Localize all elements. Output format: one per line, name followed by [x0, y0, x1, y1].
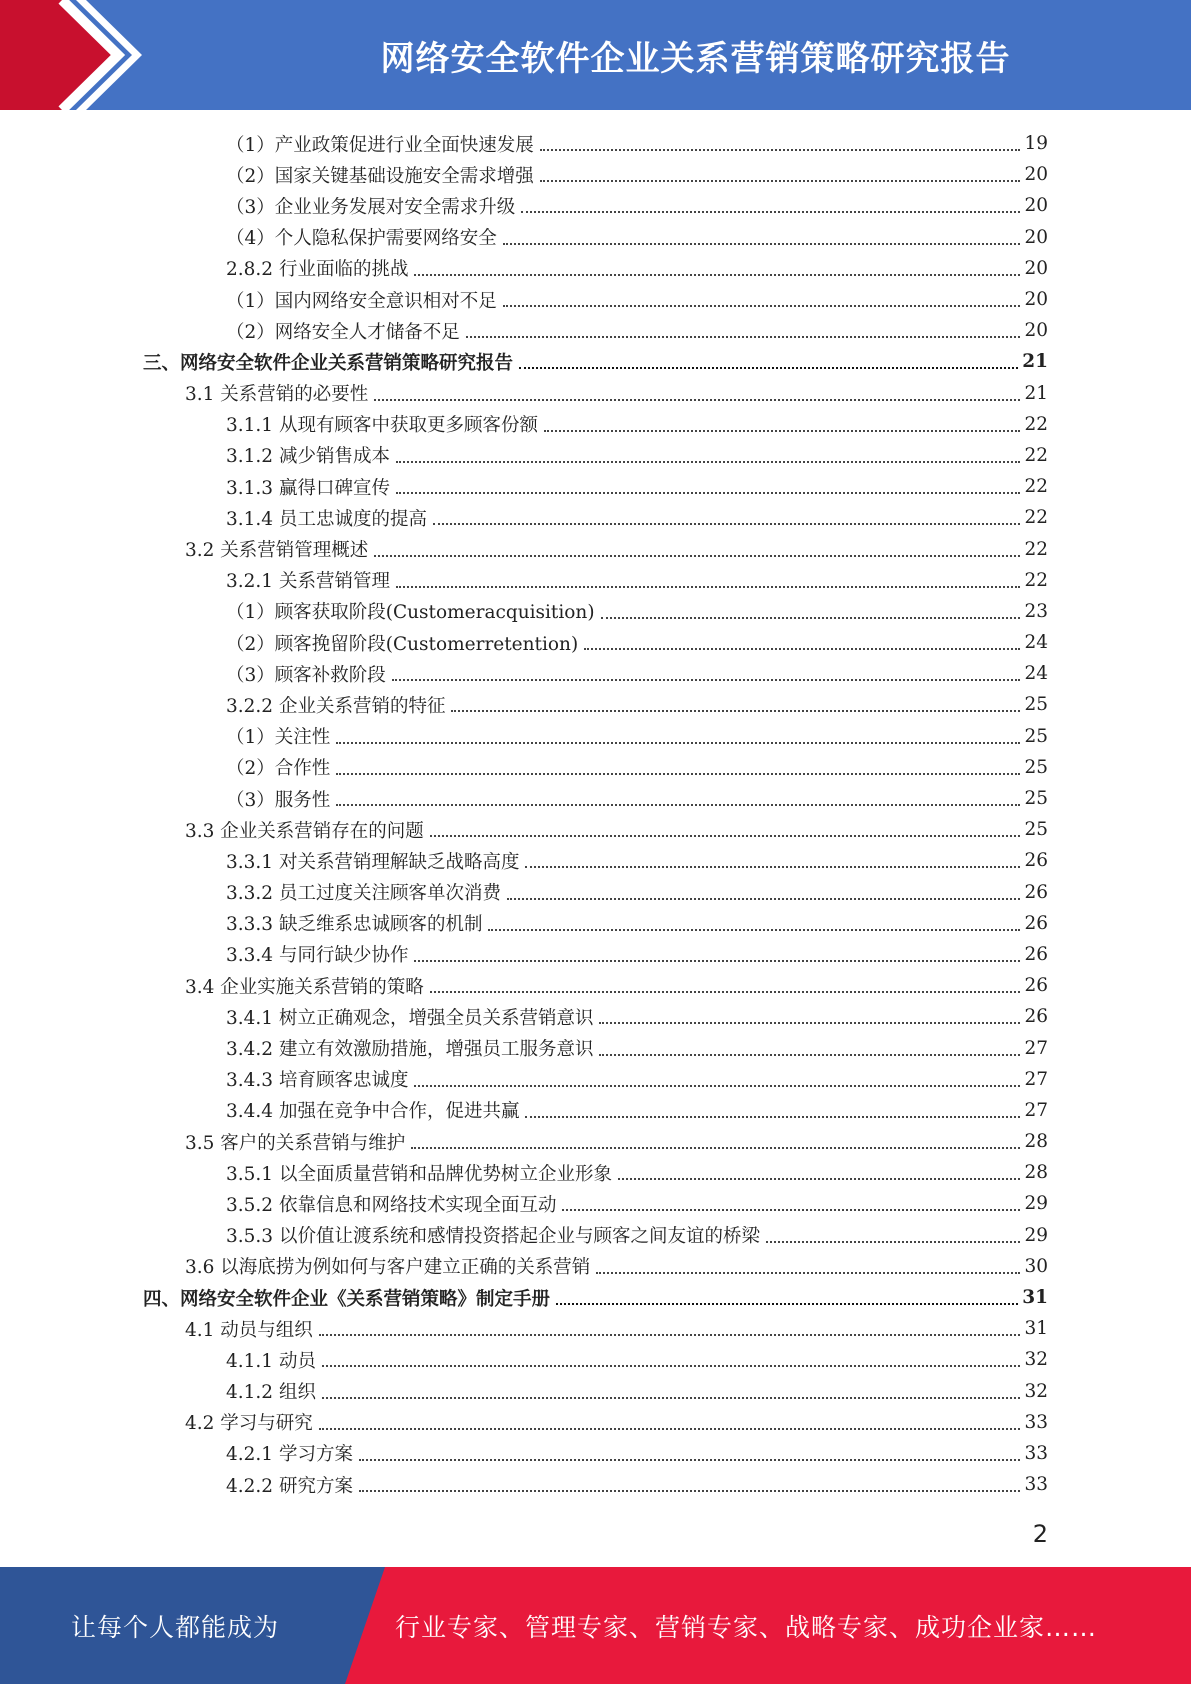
toc-entry[interactable]	[143, 1376, 1048, 1407]
toc-entry[interactable]	[143, 222, 1048, 253]
footer-slogan-right: 行业专家、管理专家、营销专家、战略专家、成功企业家……	[395, 1612, 1098, 1642]
toc-entry-title: 4.2.1 学习方案	[226, 1444, 353, 1466]
toc-dot-leader	[451, 709, 1020, 712]
toc-entry-title: 3.5.3 以价值让渡系统和感情投资搭起企业与顾客之间友谊的桥梁	[226, 1226, 760, 1248]
toc-entry-title: 3.3.1 对关系营销理解缺乏战略高度	[226, 851, 520, 873]
toc-dot-leader	[336, 803, 1020, 806]
toc-entry-page: 25	[1024, 788, 1048, 810]
toc-entry-page: 29	[1024, 1193, 1048, 1215]
toc-entry[interactable]	[143, 284, 1048, 315]
toc-entry-title: 3.4.2 建立有效激励措施，增强员工服务意识	[226, 1039, 594, 1061]
toc-entry[interactable]	[143, 596, 1048, 627]
toc-entry-title: 4.2 学习与研究	[185, 1413, 313, 1435]
toc-entry-title: 3.3.3 缺乏维系忠诚顾客的机制	[226, 914, 483, 936]
toc-dot-leader	[396, 460, 1020, 463]
toc-entry-page: 25	[1024, 694, 1048, 716]
toc-dot-leader	[599, 1021, 1020, 1024]
toc-entry-page: 28	[1024, 1131, 1048, 1153]
toc-dot-leader	[430, 990, 1021, 993]
toc-entry[interactable]	[143, 315, 1048, 346]
toc-dot-leader	[596, 1271, 1020, 1274]
toc-entry-title: 3.6 以海底捞为例如何与客户建立正确的关系营销	[185, 1257, 591, 1279]
toc-entry[interactable]	[143, 908, 1048, 939]
toc-entry-page: 27	[1024, 1037, 1048, 1059]
toc-entry-title: 2.8.2 行业面临的挑战	[226, 259, 409, 281]
toc-dot-leader	[521, 210, 1020, 213]
toc-entry-title: （3）顾客补救阶段	[226, 664, 386, 686]
toc-entry-title: （2）合作性	[226, 758, 331, 780]
toc-entry-title: （3）企业业务发展对安全需求升级	[226, 196, 516, 218]
toc-entry-page: 30	[1024, 1255, 1048, 1277]
toc-entry-title: （1）顾客获取阶段(Customeracquisition)	[226, 602, 595, 624]
toc-entry[interactable]	[143, 1126, 1048, 1157]
toc-entry-page: 22	[1024, 476, 1048, 498]
toc-entry-title: 4.1.1 动员	[226, 1350, 316, 1372]
toc-entry[interactable]	[143, 1251, 1048, 1282]
toc-dot-leader	[466, 335, 1021, 338]
toc-entry-page: 33	[1024, 1411, 1048, 1433]
toc-entry[interactable]	[143, 1095, 1048, 1126]
page-number: 2	[1032, 1520, 1048, 1548]
toc-dot-leader	[396, 491, 1020, 494]
toc-entry-title: 4.1 动员与组织	[185, 1319, 313, 1341]
toc-entry-title: （1）国内网络安全意识相对不足	[226, 290, 497, 312]
toc-entry-page: 33	[1024, 1442, 1048, 1464]
toc-entry[interactable]	[143, 689, 1048, 720]
toc-entry-page: 20	[1024, 195, 1048, 217]
toc-entry[interactable]	[143, 565, 1048, 596]
toc-dot-leader	[396, 585, 1020, 588]
toc-entry-title: （1）产业政策促进行业全面快速发展	[226, 134, 534, 156]
toc-entry-page: 22	[1024, 444, 1048, 466]
toc-dot-leader	[392, 678, 1021, 681]
toc-entry-page: 19	[1024, 133, 1048, 155]
toc-entry[interactable]	[143, 253, 1048, 284]
toc-entry-title: 3.1.4 员工忠诚度的提高	[226, 508, 427, 530]
toc-dot-leader	[374, 554, 1020, 557]
toc-dot-leader	[556, 1302, 1018, 1305]
toc-entry-page: 24	[1024, 663, 1048, 685]
header-arrow-decoration	[0, 0, 170, 110]
toc-dot-leader	[562, 1208, 1020, 1211]
toc-dot-leader	[766, 1240, 1020, 1243]
toc-entry-title: （2）顾客挽留阶段(Customerretention)	[226, 633, 579, 655]
toc-entry-title: （3）服务性	[226, 789, 331, 811]
toc-entry-page: 21	[1024, 382, 1048, 404]
footer-slogan-left: 让每个人都能成为	[70, 1612, 279, 1642]
toc-dot-leader	[544, 429, 1020, 432]
toc-dot-leader	[503, 304, 1021, 307]
toc-dot-leader	[599, 1053, 1020, 1056]
toc-entry-title: 3.3 企业关系营销存在的问题	[185, 820, 424, 842]
toc-entry-title: 3.3.4 与同行缺少协作	[226, 945, 409, 967]
toc-entry-page: 31	[1022, 1287, 1048, 1309]
toc-entry-page: 24	[1024, 632, 1048, 654]
toc-dot-leader	[359, 1458, 1021, 1461]
toc-entry-page: 25	[1024, 756, 1048, 778]
toc-entry[interactable]	[143, 471, 1048, 502]
toc-dot-leader	[322, 1364, 1021, 1367]
toc-entry[interactable]	[143, 877, 1048, 908]
toc-entry-title: 3.5 客户的关系营销与维护	[185, 1132, 406, 1154]
toc-entry-page: 26	[1024, 943, 1048, 965]
toc-dot-leader	[584, 647, 1020, 650]
page-footer	[0, 1567, 1191, 1684]
toc-entry[interactable]	[143, 1001, 1048, 1032]
toc-entry[interactable]	[143, 190, 1048, 221]
toc-entry[interactable]	[143, 1344, 1048, 1375]
toc-entry-page: 31	[1024, 1318, 1048, 1340]
toc-entry[interactable]	[143, 721, 1048, 752]
toc-dot-leader	[359, 1489, 1021, 1492]
toc-entry-title: （2）网络安全人才储备不足	[226, 321, 460, 343]
toc-entry-page: 26	[1024, 912, 1048, 934]
toc-entry[interactable]	[143, 346, 1048, 377]
toc-entry-title: 3.1.3 赢得口碑宣传	[226, 477, 390, 499]
toc-entry[interactable]	[143, 783, 1048, 814]
toc-entry-page: 26	[1024, 850, 1048, 872]
toc-entry-page: 32	[1024, 1349, 1048, 1371]
toc-entry-page: 33	[1024, 1474, 1048, 1496]
toc-entry-page: 25	[1024, 819, 1048, 841]
toc-entry-page: 26	[1024, 881, 1048, 903]
toc-entry-title: 4.2.2 研究方案	[226, 1475, 353, 1497]
toc-entry[interactable]	[143, 378, 1048, 409]
toc-entry-title: 3.4.3 培育顾客忠诚度	[226, 1070, 409, 1092]
toc-entry[interactable]	[143, 970, 1048, 1001]
toc-entry-page: 26	[1024, 1006, 1048, 1028]
toc-entry-page: 22	[1024, 413, 1048, 435]
toc-entry-title: （1）关注性	[226, 727, 331, 749]
toc-entry-page: 27	[1024, 1068, 1048, 1090]
toc-entry[interactable]	[143, 1313, 1048, 1344]
table-of-contents	[143, 128, 1048, 1500]
toc-entry[interactable]	[143, 845, 1048, 876]
toc-entry-page: 32	[1024, 1380, 1048, 1402]
toc-entry[interactable]	[143, 409, 1048, 440]
toc-dot-leader	[319, 1333, 1021, 1336]
toc-dot-leader	[488, 928, 1020, 931]
toc-dot-leader	[336, 741, 1020, 744]
toc-entry[interactable]	[143, 1469, 1048, 1500]
toc-dot-leader	[430, 834, 1021, 837]
toc-entry-title: 3.1.1 从现有顾客中获取更多顾客份额	[226, 415, 538, 437]
toc-entry-page: 23	[1024, 600, 1048, 622]
toc-entry[interactable]	[143, 1032, 1048, 1063]
toc-dot-leader	[414, 959, 1020, 962]
toc-entry[interactable]	[143, 1407, 1048, 1438]
toc-dot-leader	[336, 772, 1020, 775]
toc-entry-page: 22	[1024, 569, 1048, 591]
toc-entry-title: 3.1.2 减少销售成本	[226, 446, 390, 468]
toc-entry-title: 3.2 关系营销管理概述	[185, 540, 369, 562]
toc-entry-page: 20	[1024, 257, 1048, 279]
toc-dot-leader	[540, 148, 1021, 151]
toc-entry[interactable]	[143, 440, 1048, 471]
toc-entry[interactable]	[143, 1220, 1048, 1251]
toc-entry-page: 28	[1024, 1162, 1048, 1184]
toc-dot-leader	[519, 366, 1018, 369]
toc-entry-page: 22	[1024, 538, 1048, 560]
toc-entry-title: 4.1.2 组织	[226, 1382, 316, 1404]
toc-entry-title: 3.5.1 以全面质量营销和品牌优势树立企业形象	[226, 1163, 612, 1185]
toc-dot-leader	[503, 242, 1021, 245]
toc-entry-page: 20	[1024, 164, 1048, 186]
toc-dot-leader	[414, 273, 1020, 276]
toc-entry-page: 20	[1024, 289, 1048, 311]
toc-entry-page: 25	[1024, 725, 1048, 747]
toc-entry[interactable]	[143, 502, 1048, 533]
toc-dot-leader	[319, 1427, 1021, 1430]
toc-entry-title: 3.4.4 加强在竞争中合作，促进共赢	[226, 1101, 520, 1123]
toc-dot-leader	[414, 1084, 1020, 1087]
toc-entry-page: 20	[1024, 320, 1048, 342]
toc-entry-page: 20	[1024, 226, 1048, 248]
toc-entry[interactable]	[143, 1157, 1048, 1188]
toc-entry-title: 3.1 关系营销的必要性	[185, 384, 369, 406]
toc-entry[interactable]	[143, 1282, 1048, 1313]
toc-entry[interactable]	[143, 1438, 1048, 1469]
toc-entry[interactable]	[143, 814, 1048, 845]
toc-entry-page: 21	[1022, 351, 1048, 373]
toc-entry-page: 26	[1024, 975, 1048, 997]
toc-entry-page: 22	[1024, 507, 1048, 529]
toc-entry[interactable]	[143, 1064, 1048, 1095]
toc-entry[interactable]	[143, 658, 1048, 689]
toc-dot-leader	[540, 179, 1021, 182]
toc-entry-title: （4）个人隐私保护需要网络安全	[226, 228, 497, 250]
toc-dot-leader	[433, 522, 1020, 525]
toc-dot-leader	[322, 1396, 1021, 1399]
toc-dot-leader	[525, 1115, 1020, 1118]
page-header	[0, 0, 1191, 110]
toc-entry[interactable]	[143, 627, 1048, 658]
toc-dot-leader	[601, 616, 1021, 619]
toc-entry[interactable]	[143, 533, 1048, 564]
toc-entry-title: 3.3.2 员工过度关注顾客单次消费	[226, 883, 501, 905]
toc-dot-leader	[374, 398, 1020, 401]
toc-entry-title: 三、网络安全软件企业关系营销策略研究报告	[143, 352, 514, 374]
toc-entry[interactable]	[143, 939, 1048, 970]
toc-entry-title: 3.5.2 依靠信息和网络技术实现全面互动	[226, 1194, 557, 1216]
toc-entry-title: 3.4 企业实施关系营销的策略	[185, 976, 424, 998]
toc-entry-page: 27	[1024, 1099, 1048, 1121]
toc-entry[interactable]	[143, 159, 1048, 190]
toc-dot-leader	[507, 897, 1020, 900]
toc-entry[interactable]	[143, 752, 1048, 783]
toc-dot-leader	[525, 865, 1020, 868]
toc-entry-title: 3.4.1 树立正确观念，增强全员关系营销意识	[226, 1007, 594, 1029]
toc-entry-title: 3.2.1 关系营销管理	[226, 571, 390, 593]
toc-entry[interactable]	[143, 128, 1048, 159]
toc-entry-title: 四、网络安全软件企业《关系营销策略》制定手册	[143, 1288, 551, 1310]
toc-dot-leader	[618, 1177, 1020, 1180]
toc-entry-title: 3.2.2 企业关系营销的特征	[226, 695, 446, 717]
toc-entry-page: 29	[1024, 1224, 1048, 1246]
toc-dot-leader	[411, 1146, 1020, 1149]
toc-entry[interactable]	[143, 1188, 1048, 1219]
toc-entry-title: （2）国家关键基础设施安全需求增强	[226, 165, 534, 187]
document-title: 网络安全软件企业关系营销策略研究报告	[380, 38, 1011, 79]
